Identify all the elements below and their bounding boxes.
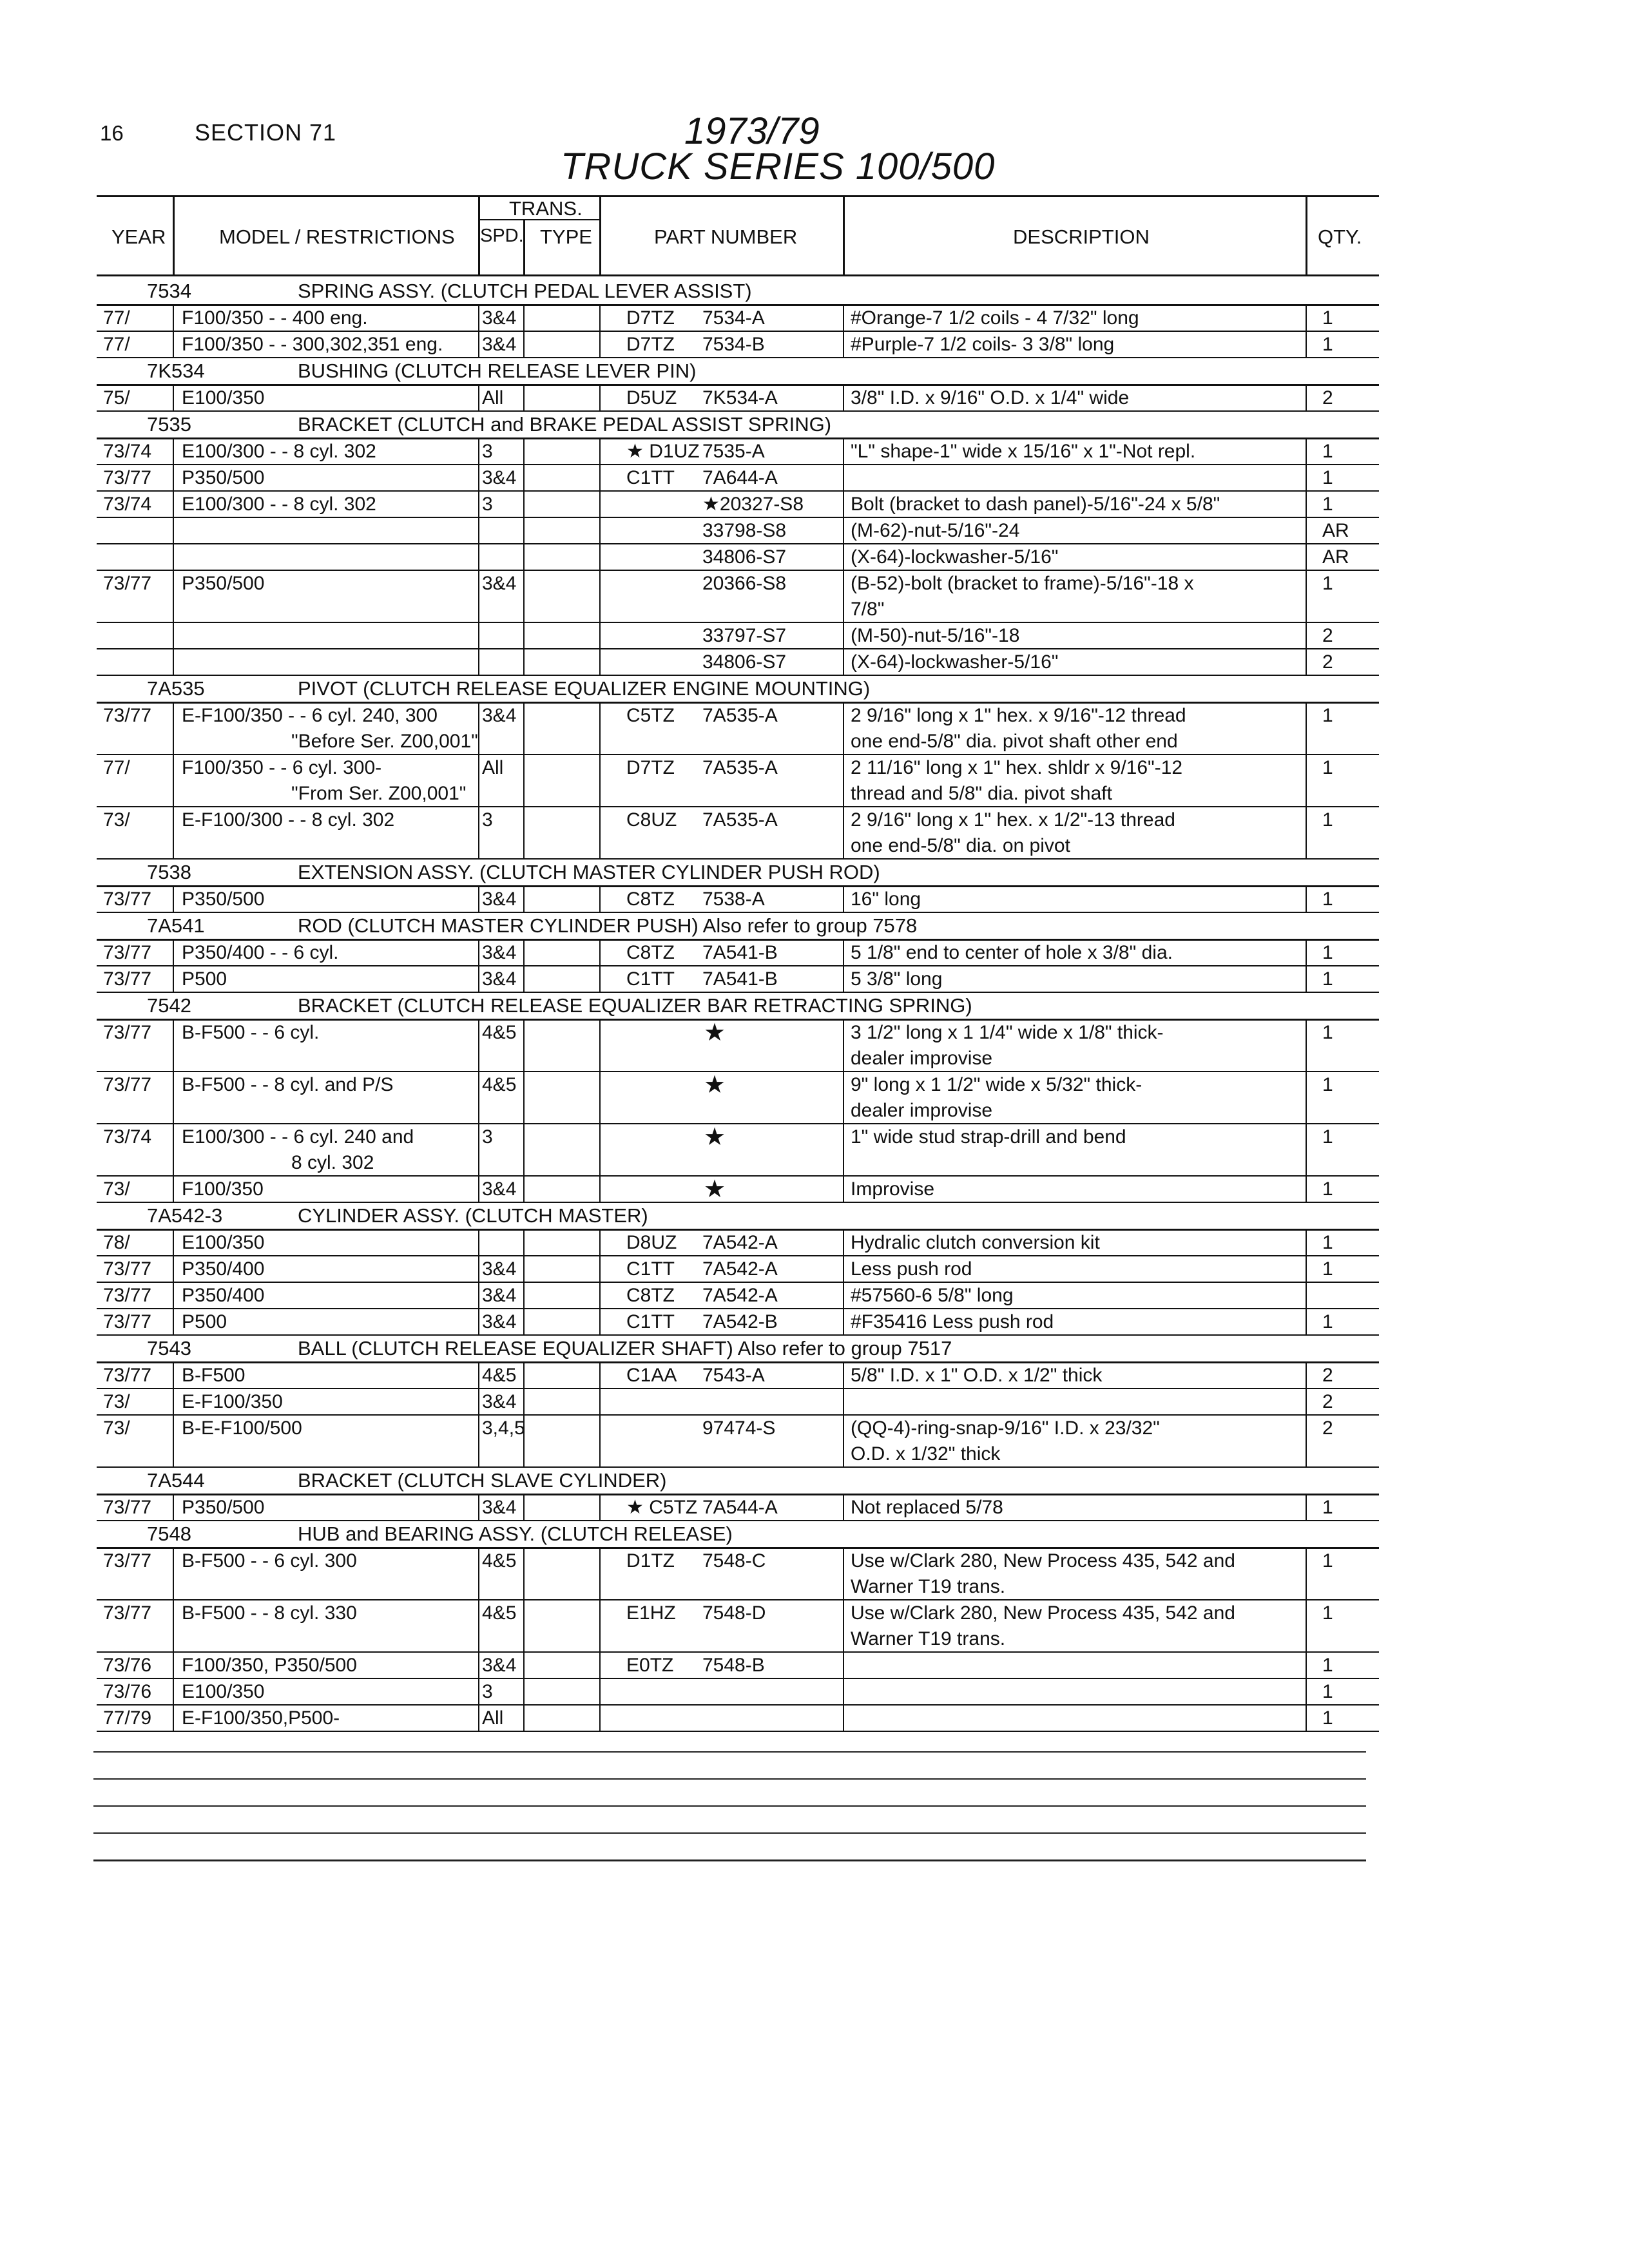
title-years: 1973/79 (684, 110, 820, 152)
cell-part-prefix: C8TZ (626, 889, 675, 910)
table-row (0, 1495, 1629, 1521)
cell-description-line2: Warner T19 trans. (851, 1628, 1006, 1649)
cell-qty: 2 (1322, 1418, 1333, 1439)
cell-model-line2: "From Ser. Z00,001" (291, 783, 467, 804)
cell-description: Hydralic clutch conversion kit (851, 1232, 1100, 1253)
cell-model: P350/400 - - 6 cyl. (182, 942, 339, 963)
table-row (0, 1309, 1629, 1336)
cell-description: 9" long x 1 1/2" wide x 5/32" thick- (851, 1074, 1142, 1095)
table-row (0, 1230, 1629, 1256)
cell-spd: 3&4 (482, 1391, 517, 1412)
cell-description-line2: 7/8" (851, 599, 885, 620)
group-code: 7535 (147, 413, 191, 436)
cell-part-number: 7534-A (702, 307, 765, 329)
cell-description: (B-52)-bolt (bracket to frame)-5/16"-18 x (851, 573, 1194, 594)
table-row (0, 1283, 1629, 1309)
table-row (0, 940, 1629, 966)
cell-description: 1" wide stud strap-drill and bend (851, 1126, 1126, 1148)
cell-description: 5/8" I.D. x 1" O.D. x 1/2" thick (851, 1365, 1103, 1386)
group-heading-row (0, 993, 1629, 1020)
cell-description-line2: dealer improvise (851, 1048, 993, 1069)
group-heading-row (0, 1521, 1629, 1548)
cell-year: 73/77 (103, 1285, 152, 1306)
cell-description-line2: thread and 5/8" dia. pivot shaft (851, 783, 1112, 804)
cell-qty: AR (1322, 546, 1349, 568)
cell-part-number: ★20327-S8 (702, 494, 804, 515)
cell-part-prefix: C1AA (626, 1365, 677, 1386)
cell-part-prefix: C1TT (626, 968, 675, 990)
cell-description-line2: one end-5/8" dia. pivot shaft other end (851, 731, 1178, 752)
cell-spd: 4&5 (482, 1074, 517, 1095)
cell-qty: 1 (1322, 1602, 1333, 1624)
blank-rule (93, 1805, 1366, 1807)
cell-model: F100/350 - - 300,302,351 eng. (182, 334, 443, 355)
cell-model: E100/350 (182, 1232, 265, 1253)
cell-part-prefix: C8UZ (626, 809, 677, 831)
cell-model: E100/300 - - 8 cyl. 302 (182, 494, 376, 515)
cell-spd: 3&4 (482, 1311, 517, 1332)
group-title: BRACKET (CLUTCH SLAVE CYLINDER) (298, 1469, 667, 1492)
cell-part-number: 33797-S7 (702, 625, 787, 646)
group-title: CYLINDER ASSY. (CLUTCH MASTER) (298, 1204, 648, 1227)
group-title: BRACKET (CLUTCH RELEASE EQUALIZER BAR RETRACTING SPRING) (298, 994, 972, 1017)
cell-part-prefix: D1TZ (626, 1550, 675, 1571)
cell-qty: 1 (1322, 1258, 1333, 1280)
cell-description: 5 1/8" end to center of hole x 3/8" dia. (851, 942, 1173, 963)
cell-part-prefix: D7TZ (626, 307, 675, 329)
table-row (0, 966, 1629, 993)
group-code: 7534 (147, 280, 191, 302)
cell-qty: 1 (1322, 494, 1333, 515)
table-row (0, 755, 1629, 807)
cell-year: 73/76 (103, 1681, 152, 1702)
table-row (0, 332, 1629, 358)
cell-model: F100/350 (182, 1178, 264, 1200)
cell-model: E-F100/350 (182, 1391, 283, 1412)
cell-description: "L" shape-1" wide x 15/16" x 1"-Not repl. (851, 441, 1196, 462)
cell-description: 2 11/16" long x 1" hex. shldr x 9/16"-12 (851, 757, 1183, 778)
table-row (0, 1548, 1629, 1600)
cell-part-prefix: C1TT (626, 467, 675, 488)
table-row (0, 887, 1629, 913)
cell-part-number: 7A535-A (702, 809, 778, 831)
cell-part-prefix: D8UZ (626, 1232, 677, 1253)
cell-spd: 3&4 (482, 1258, 517, 1280)
table-row (0, 1124, 1629, 1177)
table-row (0, 1706, 1629, 1732)
cell-part-prefix: C8TZ (626, 1285, 675, 1306)
title-series: TRUCK SERIES 100/500 (561, 146, 996, 187)
cell-spd: 3&4 (482, 705, 517, 726)
cell-spd: 3 (482, 1126, 493, 1148)
cell-description: Use w/Clark 280, New Process 435, 542 and (851, 1550, 1235, 1571)
cell-part-number: 7534-B (702, 334, 765, 355)
cell-model: B-E-F100/500 (182, 1418, 302, 1439)
group-title: PIVOT (CLUTCH RELEASE EQUALIZER ENGINE MOUNTING) (298, 677, 871, 700)
cell-qty: 1 (1322, 1655, 1333, 1676)
table-row (0, 492, 1629, 518)
header-part-number: PART NUMBER (654, 226, 798, 248)
table-row (0, 1679, 1629, 1706)
cell-qty: 1 (1322, 968, 1333, 990)
cell-description: Less push rod (851, 1258, 972, 1280)
group-title: SPRING ASSY. (CLUTCH PEDAL LEVER ASSIST) (298, 280, 752, 302)
star-icon: ★ (704, 1124, 726, 1151)
cell-model: E-F100/350,P500- (182, 1707, 340, 1729)
cell-part-number: 7A542-A (702, 1285, 778, 1306)
group-heading-row (0, 1468, 1629, 1495)
cell-year: 77/ (103, 307, 130, 329)
cell-description: #F35416 Less push rod (851, 1311, 1054, 1332)
group-code: 7543 (147, 1337, 191, 1360)
cell-spd: 3&4 (482, 573, 517, 594)
cell-model: P350/400 (182, 1285, 265, 1306)
cell-part-number: 7A541-B (702, 968, 778, 990)
cell-qty: 1 (1322, 1497, 1333, 1518)
cell-model: P500 (182, 1311, 227, 1332)
cell-part-number: 7543-A (702, 1365, 765, 1386)
cell-model: B-F500 - - 6 cyl. 300 (182, 1550, 357, 1571)
cell-qty: 1 (1322, 1707, 1333, 1729)
cell-year: 73/74 (103, 494, 152, 515)
cell-part-number: 7A544-A (702, 1497, 778, 1518)
cell-year: 73/77 (103, 1258, 152, 1280)
cell-description: Bolt (bracket to dash panel)-5/16"-24 x 5/8" (851, 494, 1220, 515)
table-row (0, 1416, 1629, 1468)
cell-qty: 2 (1322, 1391, 1333, 1412)
group-code: 7A541 (147, 914, 205, 937)
table-row (0, 703, 1629, 755)
table-row (0, 1177, 1629, 1203)
group-code: 7548 (147, 1523, 191, 1545)
cell-spd: 3&4 (482, 1655, 517, 1676)
table-row (0, 1600, 1629, 1653)
cell-spd: 4&5 (482, 1550, 517, 1571)
cell-spd: 4&5 (482, 1602, 517, 1624)
blank-rule (93, 1778, 1366, 1780)
cell-spd: 3 (482, 809, 493, 831)
cell-part-number: 33798-S8 (702, 520, 787, 541)
cell-description: 2 9/16" long x 1" hex. x 1/2"-13 thread (851, 809, 1175, 831)
table-row (0, 1653, 1629, 1679)
cell-spd: 3&4 (482, 942, 517, 963)
cell-qty: 1 (1322, 1126, 1333, 1148)
cell-qty: 1 (1322, 307, 1333, 329)
cell-part-number: 97474-S (702, 1418, 776, 1439)
cell-qty: 1 (1322, 889, 1333, 910)
cell-qty: 2 (1322, 387, 1333, 408)
cell-part-prefix: C1TT (626, 1258, 675, 1280)
cell-model: P350/500 (182, 1497, 265, 1518)
cell-description: 3 1/2" long x 1 1/4" wide x 1/8" thick- (851, 1022, 1164, 1043)
cell-qty: 1 (1322, 573, 1333, 594)
cell-part-number: 7535-A (702, 441, 765, 462)
cell-year: 73/74 (103, 1126, 152, 1148)
header-trans: TRANS. (509, 197, 583, 220)
cell-description: (QQ-4)-ring-snap-9/16" I.D. x 23/32" (851, 1418, 1160, 1439)
cell-part-number: 7A644-A (702, 467, 778, 488)
blank-rule (93, 1751, 1366, 1753)
cell-year: 73/ (103, 809, 130, 831)
group-title: HUB and BEARING ASSY. (CLUTCH RELEASE) (298, 1523, 733, 1545)
cell-part-prefix: C5TZ (626, 705, 675, 726)
cell-part-number: 34806-S7 (702, 546, 787, 568)
cell-model: P500 (182, 968, 227, 990)
header-type: TYPE (540, 226, 592, 248)
cell-part-prefix: D7TZ (626, 334, 675, 355)
group-code: 7A535 (147, 677, 205, 700)
cell-model: B-F500 (182, 1365, 246, 1386)
cell-year: 73/77 (103, 1022, 152, 1043)
star-icon: ★ (704, 1072, 726, 1099)
cell-description: 3/8" I.D. x 9/16" O.D. x 1/4" wide (851, 387, 1130, 408)
cell-model: E100/300 - - 8 cyl. 302 (182, 441, 376, 462)
group-code: 7A542-3 (147, 1204, 223, 1227)
cell-part-number: 34806-S7 (702, 651, 787, 673)
cell-model: B-F500 - - 6 cyl. (182, 1022, 320, 1043)
cell-part-number: 7548-C (702, 1550, 766, 1571)
cell-part-prefix: ★ C5TZ (626, 1497, 698, 1518)
cell-model: E-F100/350 - - 6 cyl. 240, 300 (182, 705, 438, 726)
group-code: 7538 (147, 861, 191, 883)
cell-description: 2 9/16" long x 1" hex. x 9/16"-12 thread (851, 705, 1186, 726)
cell-description: Improvise (851, 1178, 935, 1200)
blank-rule (93, 1832, 1366, 1834)
cell-spd: 3&4 (482, 307, 517, 329)
cell-description: (X-64)-lockwasher-5/16" (851, 546, 1059, 568)
cell-description-line2: O.D. x 1/32" thick (851, 1443, 1001, 1465)
cell-year: 73/77 (103, 968, 152, 990)
header-description: DESCRIPTION (1013, 226, 1150, 248)
cell-model: P350/500 (182, 889, 265, 910)
cell-year: 73/77 (103, 1074, 152, 1095)
cell-qty: AR (1322, 520, 1349, 541)
cell-year: 73/77 (103, 1311, 152, 1332)
table-row (0, 649, 1629, 676)
group-heading-row (0, 1336, 1629, 1363)
cell-qty: 1 (1322, 1178, 1333, 1200)
cell-spd: 3 (482, 494, 493, 515)
cell-spd: 3&4 (482, 467, 517, 488)
table-row (0, 1363, 1629, 1389)
cell-description-line2: one end-5/8" dia. on pivot (851, 835, 1070, 856)
cell-part-prefix: E1HZ (626, 1602, 676, 1624)
cell-model: E100/350 (182, 387, 265, 408)
group-heading-row (0, 412, 1629, 439)
cell-description: #57560-6 5/8" long (851, 1285, 1014, 1306)
cell-part-prefix: C1TT (626, 1311, 675, 1332)
cell-part-prefix: D7TZ (626, 757, 675, 778)
cell-year: 73/77 (103, 1365, 152, 1386)
cell-year: 73/77 (103, 1497, 152, 1518)
cell-description: (M-50)-nut-5/16"-18 (851, 625, 1020, 646)
header-model: MODEL / RESTRICTIONS (219, 226, 455, 248)
group-title: ROD (CLUTCH MASTER CYLINDER PUSH) Also refer to group 7578 (298, 914, 918, 937)
cell-year: 78/ (103, 1232, 130, 1253)
cell-qty: 1 (1322, 942, 1333, 963)
cell-year: 73/77 (103, 573, 152, 594)
group-title: BUSHING (CLUTCH RELEASE LEVER PIN) (298, 360, 697, 382)
cell-description: (X-64)-lockwasher-5/16" (851, 651, 1059, 673)
cell-model: P350/500 (182, 573, 265, 594)
cell-model: F100/350 - - 400 eng. (182, 307, 368, 329)
table-row (0, 465, 1629, 492)
cell-year: 73/77 (103, 1602, 152, 1624)
cell-qty: 1 (1322, 1232, 1333, 1253)
group-code: 7542 (147, 994, 191, 1017)
cell-spd: All (482, 387, 504, 408)
cell-qty: 2 (1322, 1365, 1333, 1386)
cell-part-number: 7538-A (702, 889, 765, 910)
table-row (0, 385, 1629, 412)
cell-qty: 1 (1322, 1022, 1333, 1043)
cell-qty: 2 (1322, 651, 1333, 673)
cell-spd: 4&5 (482, 1365, 517, 1386)
cell-part-prefix: E0TZ (626, 1655, 674, 1676)
cell-qty: 1 (1322, 757, 1333, 778)
star-icon: ★ (704, 1176, 726, 1203)
cell-spd: 3 (482, 441, 493, 462)
cell-model: F100/350, P350/500 (182, 1655, 357, 1676)
table-row (0, 439, 1629, 465)
cell-qty: 1 (1322, 809, 1333, 831)
cell-part-number: 7548-D (702, 1602, 766, 1624)
cell-spd: 3&4 (482, 968, 517, 990)
cell-description: Not replaced 5/78 (851, 1497, 1003, 1518)
cell-part-number: 7A535-A (702, 705, 778, 726)
cell-description-line2: Warner T19 trans. (851, 1576, 1006, 1597)
cell-spd: 3&4 (482, 334, 517, 355)
cell-description-line2: dealer improvise (851, 1100, 993, 1121)
cell-part-number: 7A542-A (702, 1258, 778, 1280)
cell-spd: 3&4 (482, 1497, 517, 1518)
group-title: BRACKET (CLUTCH and BRAKE PEDAL ASSIST SPRING) (298, 413, 832, 436)
cell-part-prefix: D5UZ (626, 387, 677, 408)
cell-year: 77/79 (103, 1707, 152, 1729)
cell-qty: 1 (1322, 334, 1333, 355)
table-row (0, 623, 1629, 649)
group-heading-row (0, 676, 1629, 703)
cell-year: 73/77 (103, 705, 152, 726)
cell-part-prefix: C8TZ (626, 942, 675, 963)
cell-part-number: 20366-S8 (702, 573, 787, 594)
group-heading-row (0, 358, 1629, 385)
group-heading-row (0, 913, 1629, 940)
cell-year: 73/77 (103, 1550, 152, 1571)
table-row (0, 518, 1629, 544)
header-spd: SPD. (480, 226, 524, 246)
group-code: 7A544 (147, 1469, 205, 1492)
cell-spd: 4&5 (482, 1022, 517, 1043)
section-label: SECTION 71 (195, 119, 337, 146)
cell-part-prefix: ★ D1UZ (626, 441, 700, 462)
cell-year: 75/ (103, 387, 130, 408)
cell-model-line2: 8 cyl. 302 (291, 1152, 374, 1173)
group-title: BALL (CLUTCH RELEASE EQUALIZER SHAFT) Also refer to group 7517 (298, 1337, 952, 1360)
table-row (0, 1256, 1629, 1283)
cell-qty: 1 (1322, 1681, 1333, 1702)
table-row (0, 1020, 1629, 1072)
cell-year: 73/77 (103, 889, 152, 910)
cell-model: E-F100/300 - - 8 cyl. 302 (182, 809, 395, 831)
table-row (0, 544, 1629, 571)
cell-model: F100/350 - - 6 cyl. 300- (182, 757, 382, 778)
cell-spd: 3,4,5 (482, 1418, 525, 1439)
header-year: YEAR (111, 226, 166, 248)
header-qty: QTY. (1318, 226, 1362, 248)
cell-year: 73/ (103, 1391, 130, 1412)
cell-description: (M-62)-nut-5/16"-24 (851, 520, 1020, 541)
cell-year: 77/ (103, 334, 130, 355)
cell-description: #Orange-7 1/2 coils - 4 7/32" long (851, 307, 1139, 329)
table-row (0, 571, 1629, 623)
cell-part-number: 7K534-A (702, 387, 778, 408)
cell-model: P350/400 (182, 1258, 265, 1280)
cell-model: B-F500 - - 8 cyl. 330 (182, 1602, 357, 1624)
table-row (0, 1389, 1629, 1416)
cell-year: 77/ (103, 757, 130, 778)
cell-qty: 1 (1322, 1550, 1333, 1571)
cell-qty: 1 (1322, 441, 1333, 462)
cell-part-number: 7A542-A (702, 1232, 778, 1253)
cell-qty: 1 (1322, 1311, 1333, 1332)
group-heading-row (0, 860, 1629, 887)
cell-part-number: 7A542-B (702, 1311, 778, 1332)
group-heading-row (0, 1203, 1629, 1230)
table-row (0, 305, 1629, 332)
cell-spd: All (482, 1707, 504, 1729)
cell-year: 73/77 (103, 942, 152, 963)
cell-year: 73/ (103, 1418, 130, 1439)
cell-qty: 2 (1322, 625, 1333, 646)
cell-model: P350/500 (182, 467, 265, 488)
star-icon: ★ (704, 1019, 726, 1046)
cell-model: E100/300 - - 6 cyl. 240 and (182, 1126, 414, 1148)
cell-year: 73/77 (103, 467, 152, 488)
page-number: 16 (100, 121, 124, 145)
group-code: 7K534 (147, 360, 205, 382)
cell-spd: 3&4 (482, 1285, 517, 1306)
group-heading-row (0, 278, 1629, 305)
cell-model: B-F500 - - 8 cyl. and P/S (182, 1074, 394, 1095)
blank-rule (93, 1860, 1366, 1861)
table-row (0, 1072, 1629, 1124)
cell-model: E100/350 (182, 1681, 265, 1702)
cell-qty: 1 (1322, 467, 1333, 488)
cell-year: 73/76 (103, 1655, 152, 1676)
cell-part-number: 7A535-A (702, 757, 778, 778)
cell-spd: 3&4 (482, 1178, 517, 1200)
cell-description: 16" long (851, 889, 921, 910)
cell-description: Use w/Clark 280, New Process 435, 542 and (851, 1602, 1235, 1624)
cell-spd: 3 (482, 1681, 493, 1702)
cell-description: 5 3/8" long (851, 968, 943, 990)
cell-spd: 3&4 (482, 889, 517, 910)
cell-part-number: 7A541-B (702, 942, 778, 963)
cell-model-line2: "Before Ser. Z00,001" (291, 731, 478, 752)
cell-year: 73/ (103, 1178, 130, 1200)
cell-qty: 1 (1322, 1074, 1333, 1095)
group-title: EXTENSION ASSY. (CLUTCH MASTER CYLINDER PUSH ROD) (298, 861, 880, 883)
cell-spd: All (482, 757, 504, 778)
table-row (0, 807, 1629, 860)
cell-description: #Purple-7 1/2 coils- 3 3/8" long (851, 334, 1115, 355)
cell-qty: 1 (1322, 705, 1333, 726)
cell-year: 73/74 (103, 441, 152, 462)
cell-part-number: 7548-B (702, 1655, 765, 1676)
